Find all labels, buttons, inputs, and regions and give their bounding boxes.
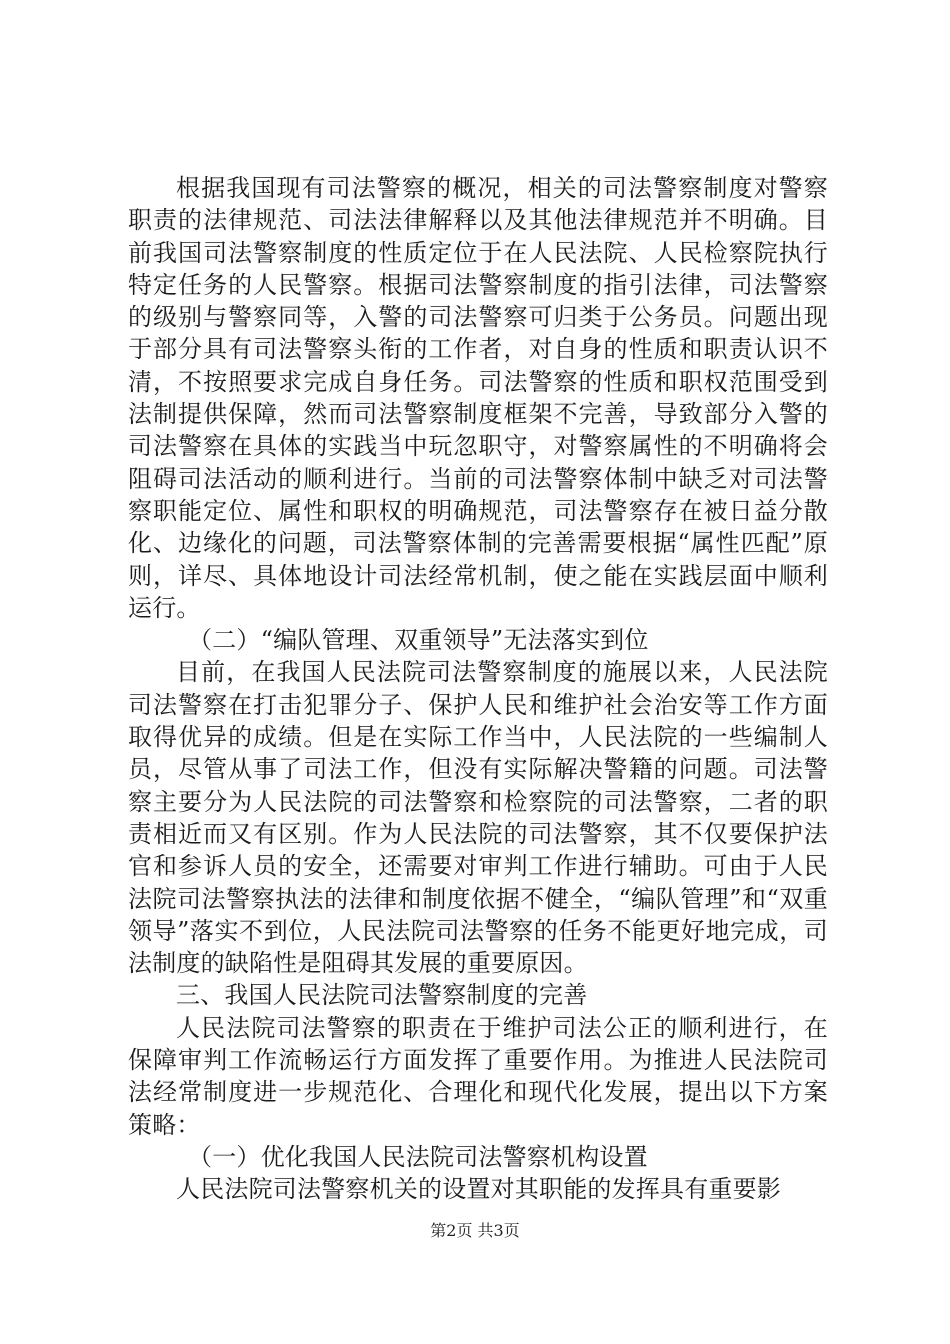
- page-footer: 第2页 共3页: [430, 1221, 520, 1240]
- subheading-team-management: （二）“编队管理、双重领导”无法落实到位: [188, 626, 649, 655]
- paragraph-police-duties: 人民法院司法警察的职责在于维护司法公正的顺利进行，在保障审判工作流畅运行方面发挥了重要作用。为推进人民法院司法经常制度进一步规范化、合理化和现代化发展，提出以下方案策略：: [128, 1013, 828, 1139]
- paragraph-judicial-police-overview: 根据我国现有司法警察的概况，相关的司法警察制度对警察职责的法律规范、司法法律解释以及其他法律规范并不明确。目前我国司法警察制度的性质定位于在人民法院、人民检察院执行特定任务的人民警察。根据司法警察制度的指引法律，司法警察的级别与警察同等，入警的司法警察可归类于公务员。问题出现于部分具有司法警察头衔的工作者，对自身的性质和职责认识不清，不按照要求完成自身任务。司法警察的性质和职权范围受到法制提供保障，然而司法警察制度框架不完善，导致部分入警的司法警察在具体的实践当中玩忽职守，对警察属性的不明确将会阻碍司法活动的顺利进行。当前的司法警察体制中缺乏对司法警察职能定位、属性和职权的明确规范，司法警察存在被日益分散化、边缘化的问题，司法警察体制的完善需要根据“属性匹配”原则，详尽、具体地设计司法经常机制，使之能在实践层面中顺利运行。: [128, 174, 828, 622]
- document-body: [128, 172, 828, 1206]
- section-heading-improvement: 三、我国人民法院司法警察制度的完善: [176, 981, 588, 1010]
- paragraph-structure-intro: 人民法院司法警察机关的设置对其职能的发挥具有重要影: [176, 1175, 781, 1204]
- paragraph-court-police-achievements: 目前，在我国人民法院司法警察制度的施展以来，人民法院司法警察在打击犯罪分子、保护人民和维护社会治安等工作方面取得优异的成绩。但是在实际工作当中，人民法院的一些编制人员，尽管从事了司法工作，但没有实际解决警籍的问题。司法警察主要分为人民法院的司法警察和检察院的司法警察，二者的职责相近而又有区别。作为人民法院的司法警察，其不仅要保护法官和参诉人员的安全，还需要对审判工作进行辅助。可由于人民法院司法警察执法的法律和制度依据不健全，“编队管理”和“双重领导”落实不到位，人民法院司法警察的任务不能更好地完成，司法制度的缺陷性是阻碍其发展的重要原因。: [128, 658, 828, 978]
- subheading-optimize-structure: （一）优化我国人民法院司法警察机构设置: [188, 1142, 648, 1171]
